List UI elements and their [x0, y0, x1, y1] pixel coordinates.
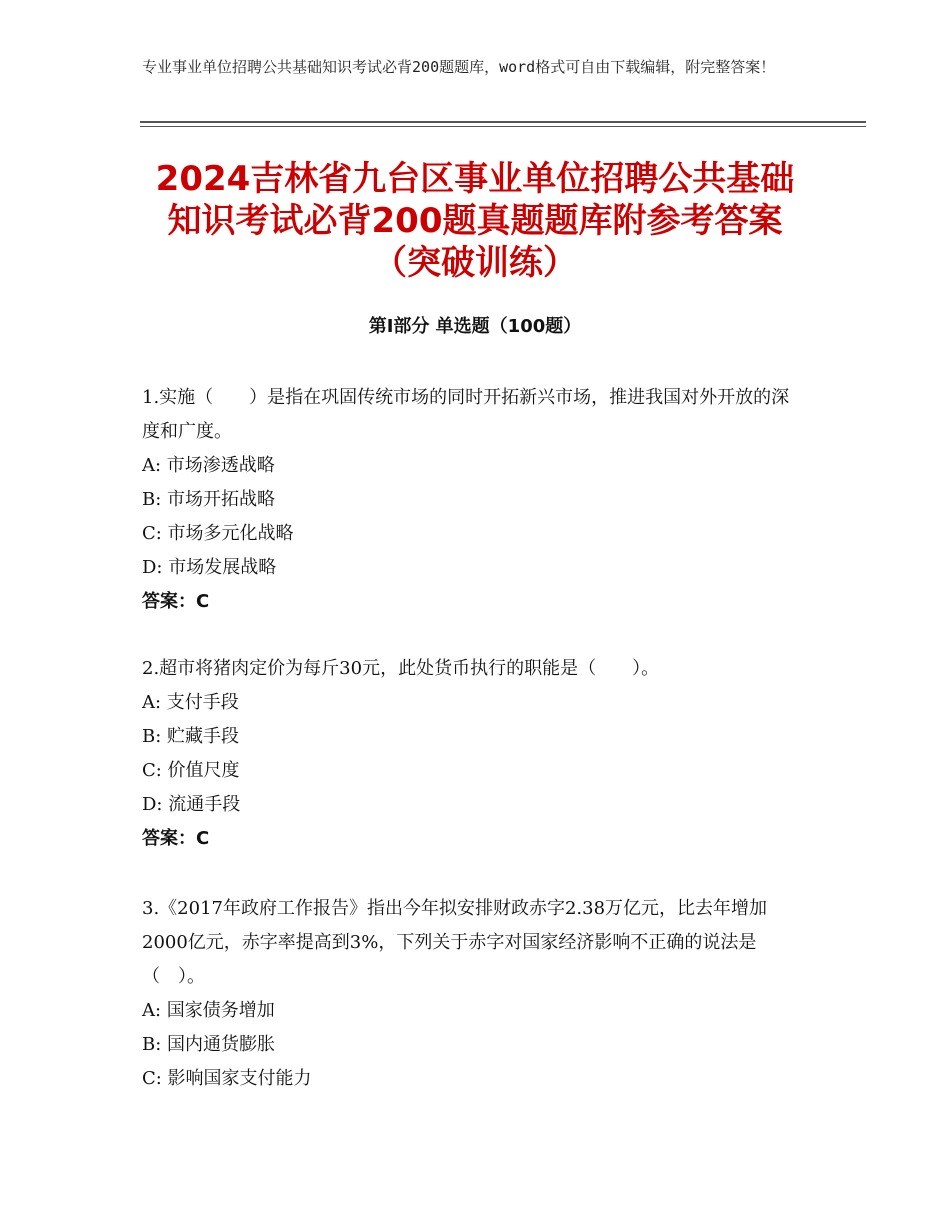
option-b: B: 市场开拓战略 [142, 489, 276, 510]
question-text: 1.实施（ ）是指在巩固传统市场的同时开拓新兴市场，推进我国对外开放的深度和广度。 [142, 387, 790, 442]
option-c: C: 市场多元化战略 [142, 523, 294, 544]
option-a: A: 国家债务增加 [142, 1000, 275, 1021]
option-c: C: 价值尺度 [142, 760, 240, 781]
answer: 答案：C [142, 828, 210, 849]
question-text: 3.《2017年政府工作报告》指出今年拟安排财政赤字2.38万亿元，比去年增加2000亿元，赤字率提高到3%，下列关于赤字对国家经济影响不正确的说法是（ ）。 [142, 898, 768, 987]
option-a: A: 支付手段 [142, 692, 239, 713]
option-b: B: 国内通货膨胀 [142, 1034, 276, 1055]
answer: 答案：C [142, 591, 210, 612]
question-3 [142, 892, 807, 1096]
question-1 [142, 381, 807, 619]
option-d: D: 市场发展战略 [142, 557, 277, 578]
document-title: 2024吉林省九台区事业单位招聘公共基础知识考试必背200题真题题库附参考答案（突破训练） [155, 159, 795, 283]
header-divider [140, 121, 866, 123]
option-c: C: 影响国家支付能力 [142, 1068, 312, 1089]
option-a: A: 市场渗透战略 [142, 455, 275, 476]
option-d: D: 流通手段 [142, 794, 241, 815]
question-text: 2.超市将猪肉定价为每斤30元，此处货币执行的职能是（ ）。 [142, 658, 660, 679]
question-2 [142, 652, 807, 856]
header-note: 专业事业单位招聘公共基础知识考试必背200题题库，word格式可自由下载编辑，附完整答案！ [142, 58, 776, 76]
option-b: B: 贮藏手段 [142, 726, 240, 747]
header-divider-thin [140, 126, 866, 127]
section-heading: 第Ⅰ部分 单选题（100题） [368, 316, 582, 337]
